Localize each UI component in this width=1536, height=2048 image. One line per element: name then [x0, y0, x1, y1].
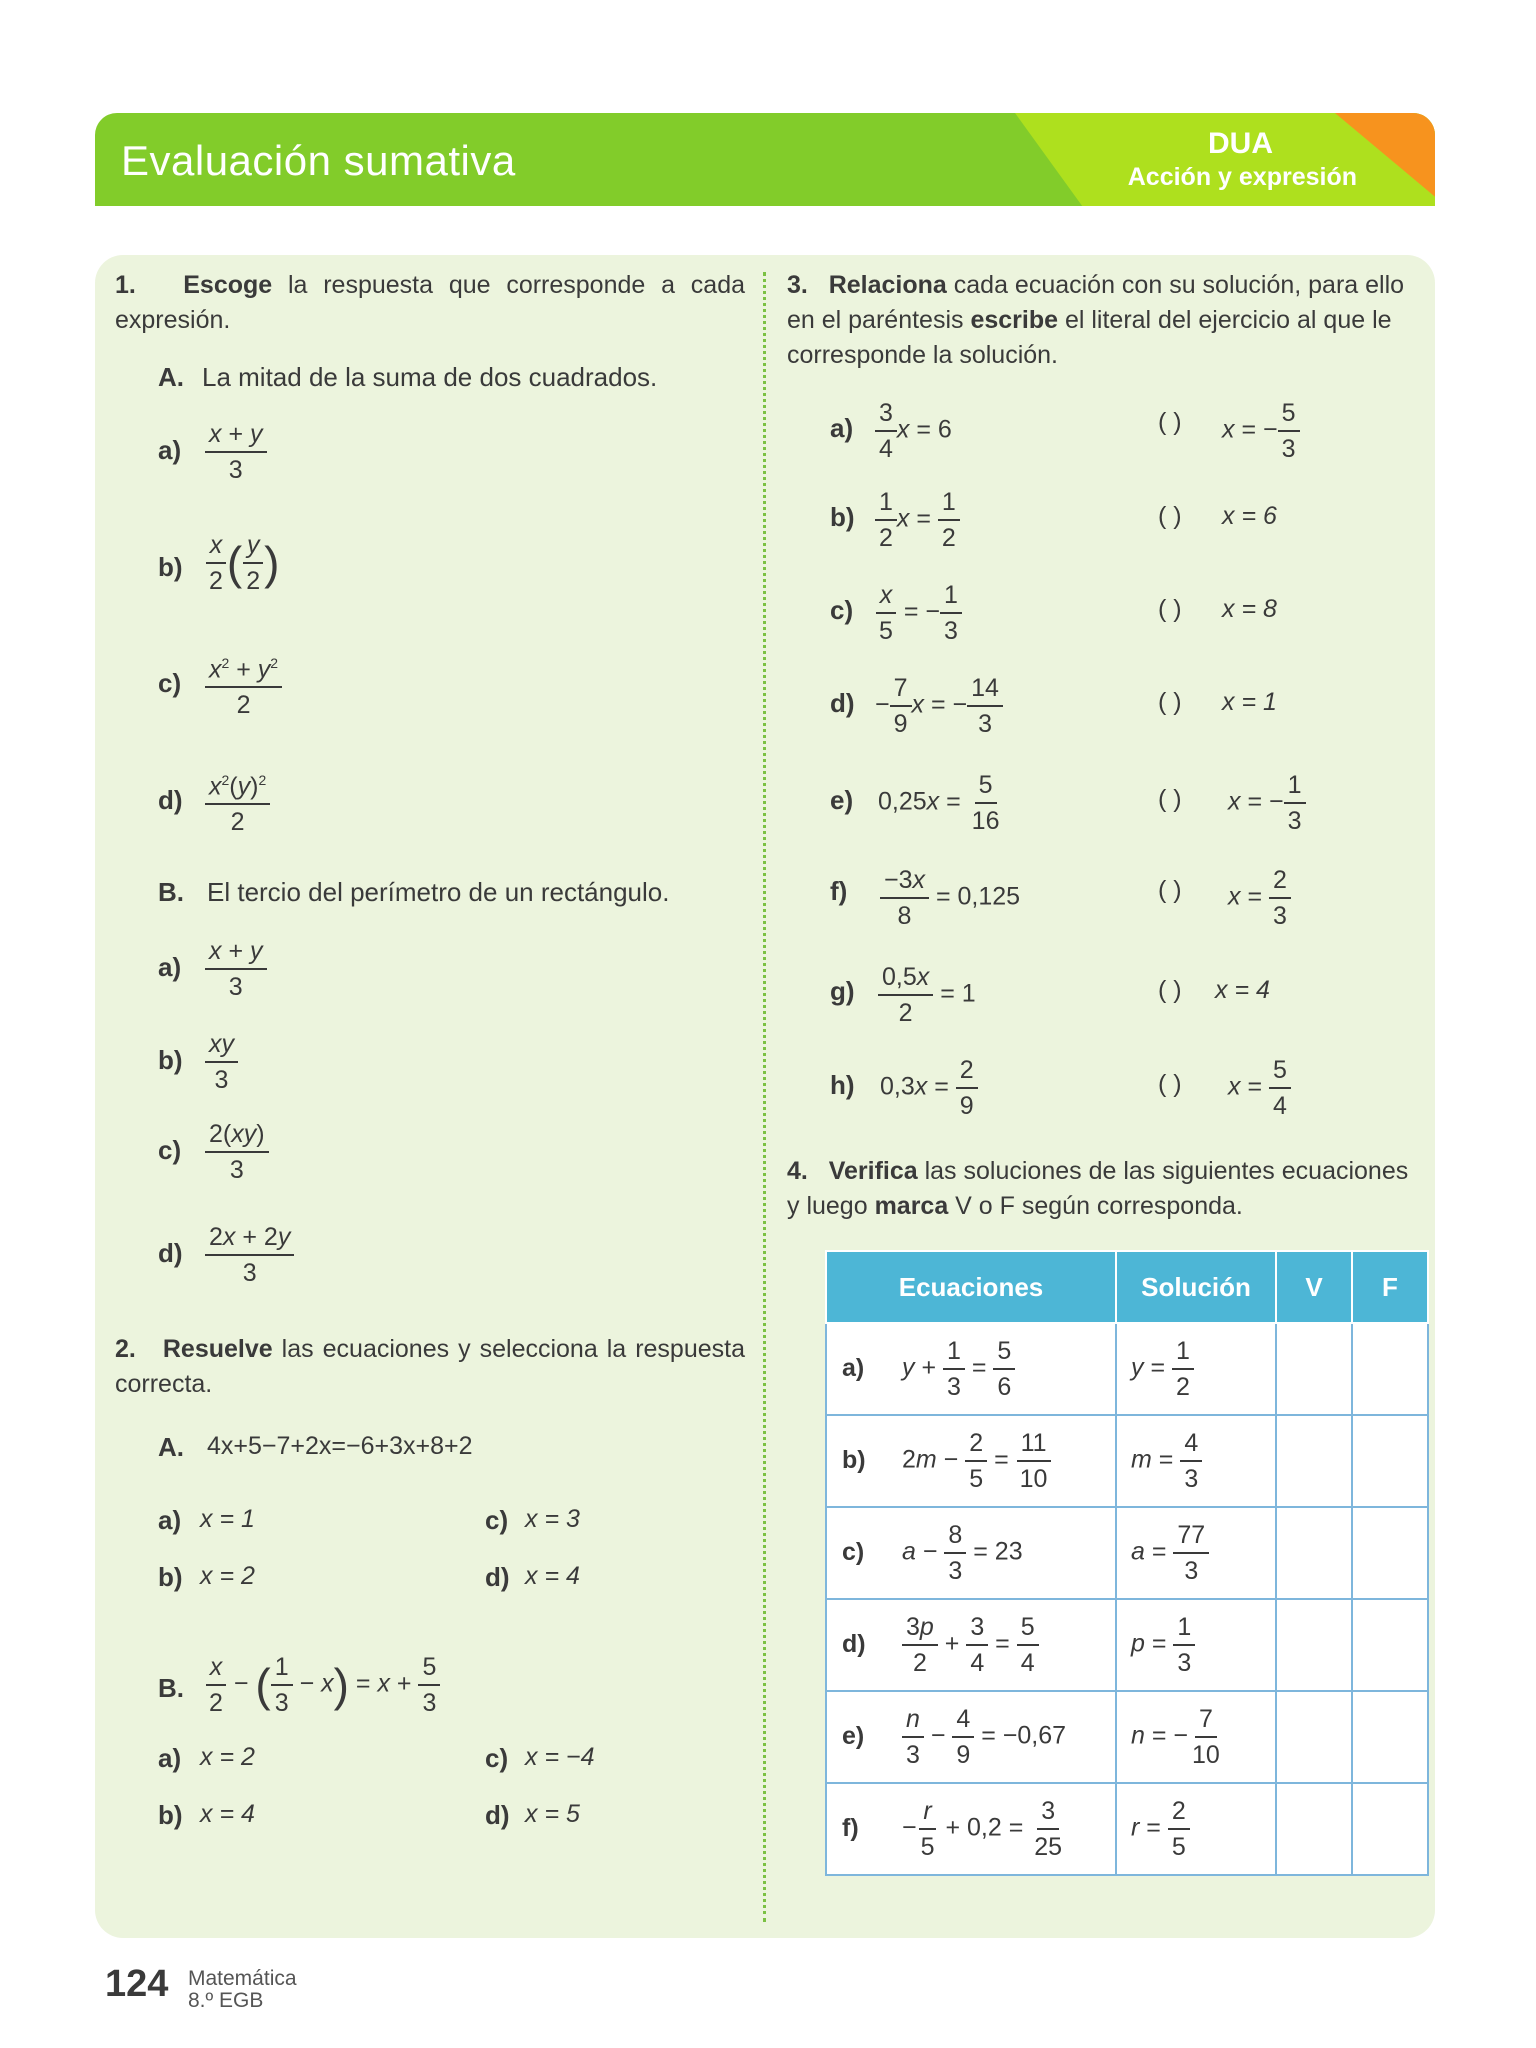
- question-4: [787, 1154, 1422, 1224]
- v-check-cell[interactable]: [1276, 1415, 1352, 1507]
- question-text-2: V o F según corresponda.: [948, 1192, 1243, 1220]
- header-solucion: Solución: [1116, 1251, 1276, 1323]
- footer-subject: [188, 1968, 297, 2012]
- f-check-cell[interactable]: [1352, 1691, 1428, 1783]
- option-label: c): [485, 1743, 509, 1773]
- option-value: x = 4: [525, 1562, 580, 1590]
- math-expression: $\frac{2x + 2y}{3}$: [205, 1220, 294, 1290]
- solution-cell: a = $\frac{77}{3}$: [1116, 1507, 1276, 1599]
- option-label: d): [485, 1800, 510, 1830]
- table-row: [826, 1691, 1428, 1783]
- question-text: las ecuaciones y selecciona la respuesta correcta.: [115, 1335, 745, 1398]
- v-check-cell[interactable]: [1276, 1783, 1352, 1875]
- equation: $\frac{x}{2}$ − ( $\frac{1}{3}$ − x) = x + $\frac{5}{3}$: [205, 1650, 440, 1720]
- solution: x = − $\frac{5}{3}$: [1222, 396, 1300, 466]
- answer-paren: ( ): [1158, 785, 1182, 813]
- question-2: [115, 1332, 745, 1402]
- answer-paren: ( ): [1158, 688, 1182, 716]
- answer-paren: ( ): [1158, 595, 1182, 623]
- equation: 0,25x = $\frac{5}{16}$: [878, 768, 1003, 838]
- question-number: 3.: [787, 271, 808, 299]
- equation: − $\frac{7}{9}$ x = − $\frac{14}{3}$: [875, 671, 1003, 741]
- part-text: La mitad de la suma de dos cuadrados.: [202, 362, 658, 392]
- math-expression: $\frac{x + y}{3}$: [205, 417, 267, 487]
- option-value: x = 2: [200, 1743, 255, 1771]
- equation-cell: c) a − $\frac{8}{3}$ = 23: [826, 1507, 1116, 1599]
- solution: x = 4: [1215, 976, 1270, 1004]
- equation-cell: f) − $\frac{r}{5}$ + 0,2 = $\frac{3}{25}$: [826, 1783, 1116, 1875]
- column-divider: [763, 272, 766, 1922]
- question-3: [787, 268, 1422, 373]
- option-value: x = 3: [525, 1505, 580, 1533]
- option-label: b): [158, 1045, 183, 1075]
- question-verb: Escoge: [183, 271, 273, 299]
- f-check-cell[interactable]: [1352, 1415, 1428, 1507]
- math-expression: $\frac{x}{2}$ ( $\frac{y}{2}$ ): [205, 528, 279, 598]
- solution-cell: r = $\frac{2}{5}$: [1116, 1783, 1276, 1875]
- solution: x = − $\frac{1}{3}$: [1228, 768, 1306, 838]
- part-text: El tercio del perímetro de un rectángulo.: [207, 877, 670, 907]
- option-label: d): [158, 785, 183, 815]
- verification-table: [825, 1250, 1429, 1876]
- option-label: b): [158, 552, 183, 582]
- table-row: [826, 1323, 1428, 1415]
- question-verb: Verifica: [828, 1157, 918, 1185]
- math-expression: $\frac{x^2(y)^2}{2}$: [205, 763, 270, 839]
- row-label: b): [842, 1445, 866, 1474]
- question-1: [115, 268, 745, 338]
- math-expression: $\frac{2(xy)}{3}$: [205, 1117, 269, 1187]
- option-value: x = 2: [200, 1562, 255, 1590]
- answer-paren: ( ): [1158, 1070, 1182, 1098]
- part-label: A.: [158, 362, 184, 392]
- math-expression: $\frac{xy}{3}$: [205, 1027, 238, 1097]
- v-check-cell[interactable]: [1276, 1691, 1352, 1783]
- equation: 4x+5−7+2x=−6+3x+8+2: [207, 1432, 473, 1460]
- answer-paren: ( ): [1158, 876, 1182, 904]
- equation: $\frac{3}{4}$ x = 6: [875, 396, 952, 466]
- row-label: c): [830, 595, 854, 625]
- answer-paren: ( ): [1158, 408, 1182, 436]
- equation: 0,3x = $\frac{2}{9}$: [880, 1053, 978, 1123]
- table-header-row: [826, 1251, 1428, 1323]
- question-number: 2.: [115, 1335, 136, 1363]
- equation-cell: e) $\frac{n}{3}$ − $\frac{4}{9}$ = −0,67: [826, 1691, 1116, 1783]
- option-label: d): [485, 1562, 510, 1592]
- row-label: d): [830, 688, 855, 718]
- row-label: d): [842, 1629, 866, 1658]
- option-label: a): [158, 435, 182, 465]
- answer-paren: ( ): [1158, 502, 1182, 530]
- solution: x = 8: [1222, 595, 1277, 623]
- dua-subtitle: Acción y expresión: [1127, 163, 1357, 191]
- option-label: b): [158, 1800, 183, 1830]
- question-verb-2: marca: [874, 1192, 949, 1220]
- option-value: x = 1: [200, 1505, 255, 1533]
- option-value: x = 5: [525, 1800, 580, 1828]
- question-text: la respuesta que corresponde a cada expresión.: [115, 271, 745, 334]
- question-text: cada ecuación con su solución, para ello en el paréntesis: [787, 271, 1405, 334]
- option-label: c): [158, 1135, 182, 1165]
- option-label: d): [158, 1238, 183, 1268]
- dua-label: DUA: [1208, 127, 1273, 160]
- option-label: a): [158, 952, 182, 982]
- question-text: las soluciones de las siguientes ecuaciones y luego: [787, 1157, 1409, 1220]
- equation: $\frac{0,5x}{2}$ = 1: [878, 960, 976, 1030]
- solution-cell: m = $\frac{4}{3}$: [1116, 1415, 1276, 1507]
- part-label: A.: [158, 1432, 184, 1462]
- row-label: a): [842, 1353, 865, 1382]
- question-verb: Relaciona: [828, 271, 947, 299]
- table-row: [826, 1783, 1428, 1875]
- solution: x = $\frac{2}{3}$: [1228, 863, 1291, 933]
- question-number: 4.: [787, 1157, 808, 1185]
- equation: $\frac{1}{2}$ x = $\frac{1}{2}$: [875, 485, 960, 555]
- solution: x = 6: [1222, 502, 1277, 530]
- part-label: B.: [158, 877, 184, 907]
- row-label: g): [830, 976, 855, 1006]
- solution-cell: n = − $\frac{7}{10}$: [1116, 1691, 1276, 1783]
- table-row: [826, 1599, 1428, 1691]
- header-f: F: [1352, 1251, 1428, 1323]
- equation-cell: d) $\frac{3p}{2}$ + $\frac{3}{4}$ = $\frac{5}{4}$: [826, 1599, 1116, 1691]
- question-number: 1.: [115, 271, 136, 299]
- option-label: b): [158, 1562, 183, 1592]
- answer-paren: ( ): [1158, 976, 1182, 1004]
- f-check-cell[interactable]: [1352, 1783, 1428, 1875]
- section-header: [95, 113, 1435, 206]
- option-label: c): [158, 668, 182, 698]
- v-check-cell[interactable]: [1276, 1323, 1352, 1415]
- equation-cell: b) 2m − $\frac{2}{5}$ = $\frac{11}{10}$: [826, 1415, 1116, 1507]
- part-label: B.: [158, 1673, 184, 1703]
- row-label: f): [830, 876, 848, 906]
- option-value: x = 4: [200, 1800, 255, 1828]
- grade-level: 8.º EGB: [188, 1989, 264, 2012]
- math-expression: $\frac{x^2 + y^2}{2}$: [205, 646, 282, 722]
- equation: $\frac{x}{5}$ = − $\frac{1}{3}$: [875, 578, 962, 648]
- v-check-cell[interactable]: [1276, 1599, 1352, 1691]
- f-check-cell[interactable]: [1352, 1599, 1428, 1691]
- option-label: a): [158, 1505, 182, 1535]
- option-value: x = −4: [525, 1743, 595, 1771]
- option-label: a): [158, 1743, 182, 1773]
- option-label: c): [485, 1505, 509, 1535]
- row-label: c): [842, 1537, 865, 1566]
- table-row: [826, 1415, 1428, 1507]
- question-verb-2: escribe: [970, 306, 1059, 334]
- v-check-cell[interactable]: [1276, 1507, 1352, 1599]
- f-check-cell[interactable]: [1352, 1323, 1428, 1415]
- row-label: a): [830, 413, 854, 443]
- page-number: 124: [105, 1963, 169, 2005]
- question-text-2: el literal del ejercicio al que le corresponde la solución.: [787, 306, 1392, 369]
- row-label: e): [842, 1721, 865, 1750]
- header-v: V: [1276, 1251, 1352, 1323]
- subject-name: Matemática: [188, 1967, 297, 1990]
- question-verb: Resuelve: [162, 1335, 273, 1363]
- solution-cell: p = $\frac{1}{3}$: [1116, 1599, 1276, 1691]
- solution: x = $\frac{5}{4}$: [1228, 1053, 1291, 1123]
- solution: x = 1: [1222, 688, 1277, 716]
- header-ecuaciones: Ecuaciones: [826, 1251, 1116, 1323]
- table-row: [826, 1507, 1428, 1599]
- section-title: Evaluación sumativa: [121, 137, 516, 184]
- solution-cell: y = $\frac{1}{2}$: [1116, 1323, 1276, 1415]
- f-check-cell[interactable]: [1352, 1507, 1428, 1599]
- row-label: f): [842, 1813, 859, 1842]
- equation-cell: a) y + $\frac{1}{3}$ = $\frac{5}{6}$: [826, 1323, 1116, 1415]
- row-label: e): [830, 785, 854, 815]
- row-label: b): [830, 502, 855, 532]
- math-expression: $\frac{x + y}{3}$: [205, 934, 267, 1004]
- equation: $\frac{-3x}{8}$ = 0,125: [880, 863, 1020, 933]
- row-label: h): [830, 1070, 855, 1100]
